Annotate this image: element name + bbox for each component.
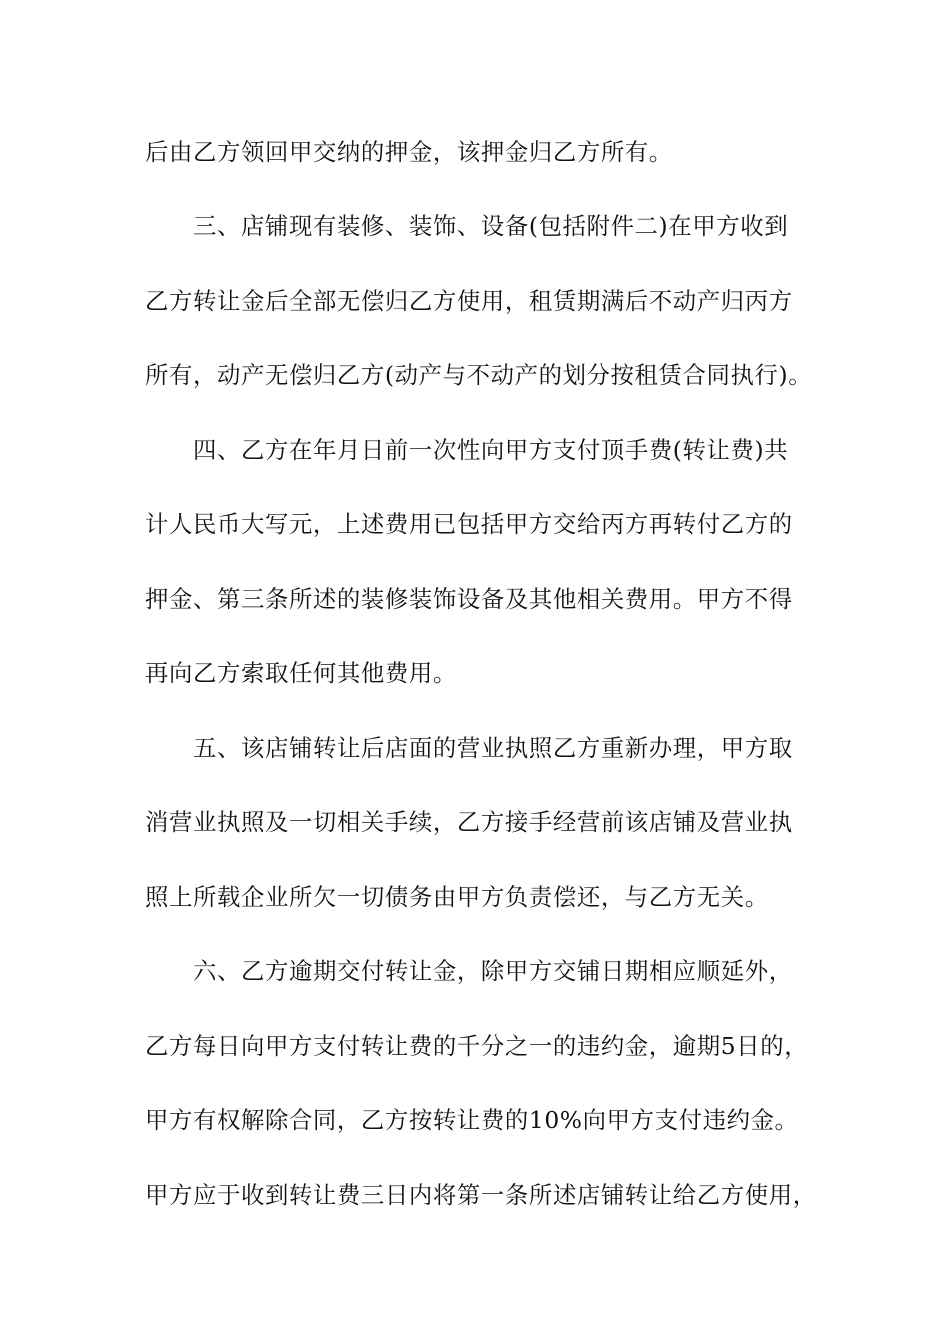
paragraph-line: 乙方转让金后全部无偿归乙方使用，租赁期满后不动产归丙方: [145, 287, 793, 315]
paragraph-line: 照上所载企业所欠一切债务由甲方负责偿还，与乙方无关。: [145, 883, 769, 911]
paragraph-line: 四、乙方在年月日前一次性向甲方支付顶手费(转让费)共: [193, 436, 789, 464]
paragraph-line: 甲方应于收到转让费三日内将第一条所述店铺转让给乙方使用，: [145, 1181, 817, 1209]
paragraph-line: 甲方有权解除合同，乙方按转让费的10%向甲方支付违约金。: [145, 1106, 799, 1134]
paragraph-line: 五、该店铺转让后店面的营业执照乙方重新办理，甲方取: [193, 734, 793, 762]
paragraph-line: 所有，动产无偿归乙方(动产与不动产的划分按租赁合同执行)。: [145, 361, 813, 389]
paragraph-line: 乙方每日向甲方支付转让费的千分之一的违约金，逾期5日的，: [145, 1032, 809, 1060]
paragraph-line: 再向乙方索取任何其他费用。: [145, 659, 457, 687]
paragraph-line: 后由乙方领回甲交纳的押金，该押金归乙方所有。: [145, 138, 673, 166]
paragraph-line: 消营业执照及一切相关手续，乙方接手经营前该店铺及营业执: [145, 808, 793, 836]
paragraph-line: 押金、第三条所述的装修装饰设备及其他相关费用。甲方不得: [145, 585, 793, 613]
paragraph-line: 三、店铺现有装修、装饰、设备(包括附件二)在甲方收到: [193, 212, 789, 240]
paragraph-line: 计人民币大写元，上述费用已包括甲方交给丙方再转付乙方的: [145, 510, 793, 538]
paragraph-line: 六、乙方逾期交付转让金，除甲方交铺日期相应顺延外，: [193, 957, 793, 985]
